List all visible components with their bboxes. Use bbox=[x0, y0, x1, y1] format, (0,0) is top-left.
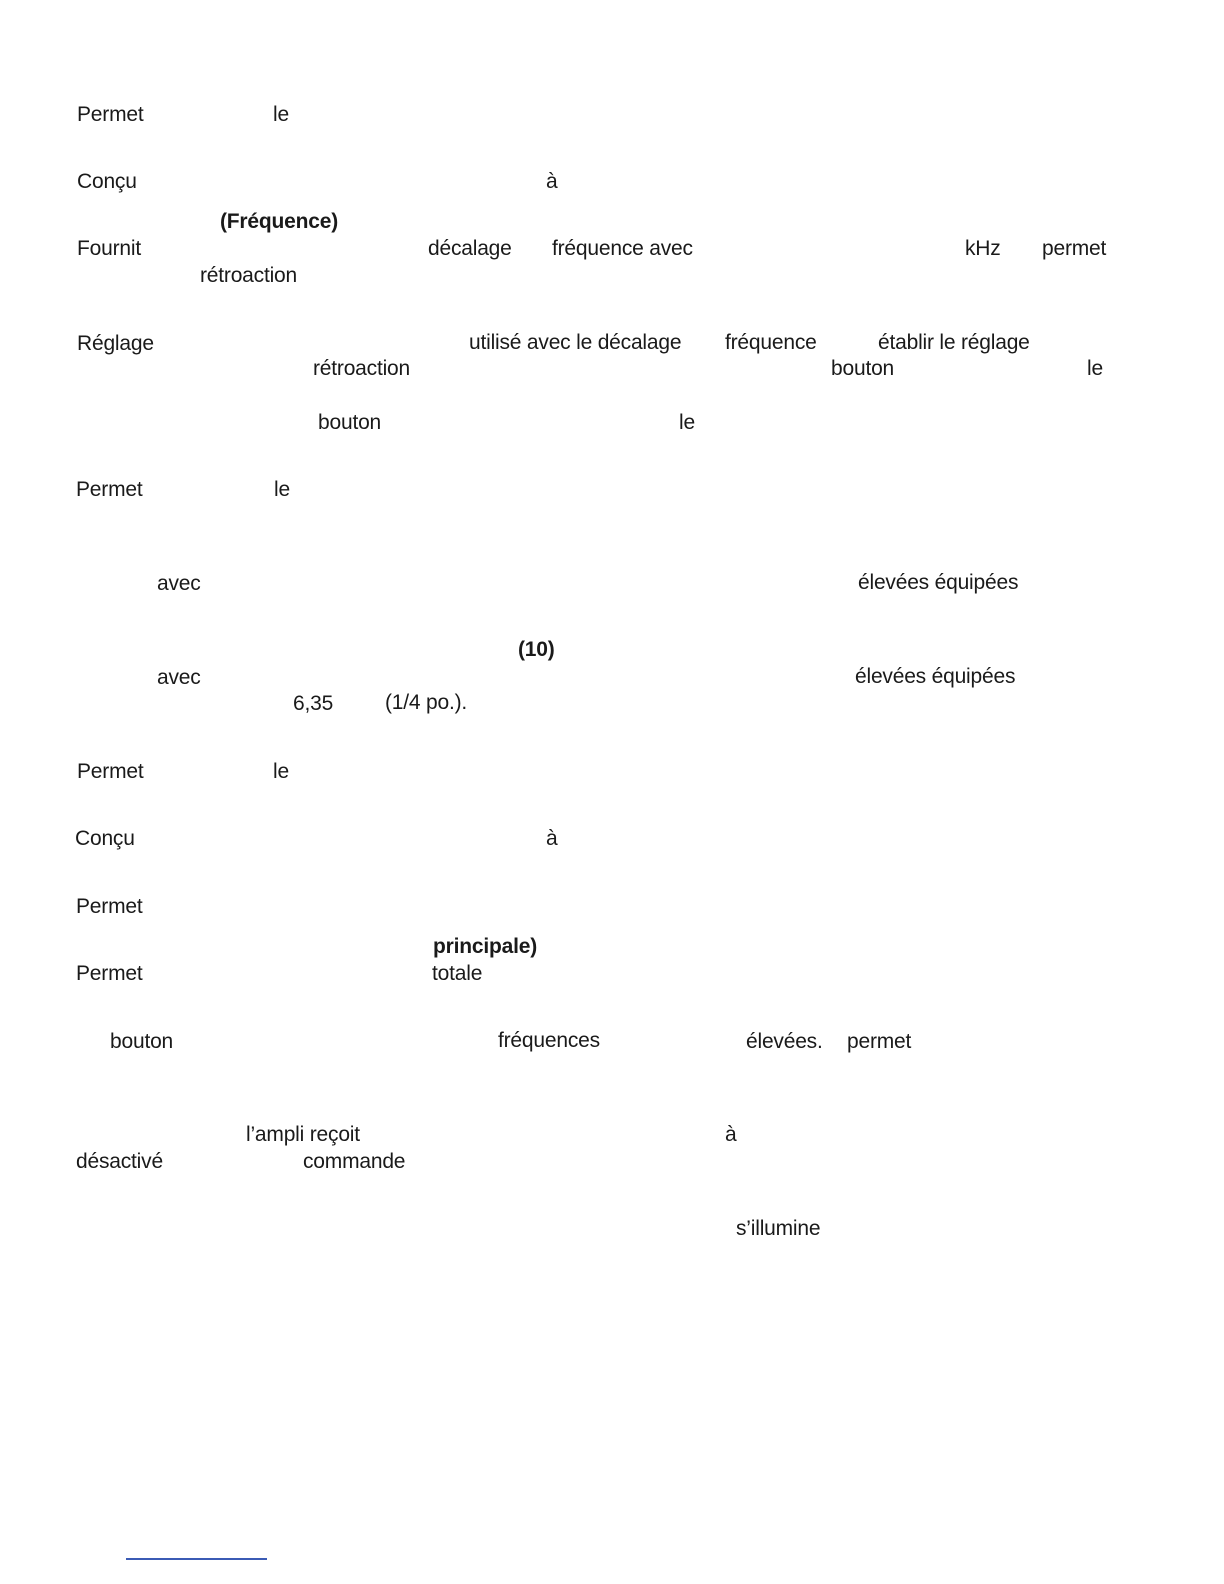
word: rétroaction bbox=[200, 264, 298, 287]
word: s’illumine bbox=[736, 1217, 821, 1240]
word: le bbox=[274, 478, 290, 501]
word: élevées équipées bbox=[858, 571, 1019, 594]
word: kHz bbox=[965, 237, 1001, 260]
word: permet bbox=[1042, 237, 1107, 260]
word: élevées. bbox=[746, 1030, 823, 1053]
word: le bbox=[273, 103, 289, 126]
word: Permet bbox=[77, 760, 144, 783]
section-heading: (10) bbox=[518, 638, 555, 661]
section-heading: (Fréquence) bbox=[220, 210, 338, 233]
word: avec bbox=[157, 666, 201, 689]
word: le bbox=[1087, 357, 1103, 380]
word: avec bbox=[157, 572, 201, 595]
word: établir le réglage bbox=[878, 331, 1030, 354]
word: le bbox=[273, 760, 289, 783]
word: fréquences bbox=[498, 1029, 600, 1052]
word: Conçu bbox=[77, 170, 137, 193]
word: bouton bbox=[110, 1030, 174, 1053]
word: l’ampli reçoit bbox=[246, 1123, 360, 1146]
word: désactivé bbox=[76, 1150, 163, 1173]
word: Permet bbox=[77, 103, 144, 126]
word: commande bbox=[303, 1150, 406, 1173]
word: fréquence bbox=[725, 331, 817, 354]
word: élevées équipées bbox=[855, 665, 1016, 688]
word: utilisé avec le décalage bbox=[469, 331, 682, 354]
word: fréquence avec bbox=[552, 237, 693, 260]
word: bouton bbox=[831, 357, 895, 380]
word: totale bbox=[432, 962, 483, 985]
word: Fournit bbox=[77, 237, 141, 260]
word: (1/4 po.). bbox=[385, 691, 468, 714]
word: 6,35 bbox=[293, 692, 334, 715]
word: à bbox=[546, 170, 558, 193]
word: Permet bbox=[76, 478, 143, 501]
word: bouton bbox=[318, 411, 382, 434]
word: rétroaction bbox=[313, 357, 411, 380]
section-heading: principale) bbox=[433, 935, 537, 958]
word: Conçu bbox=[75, 827, 135, 850]
word: à bbox=[725, 1123, 737, 1146]
footer-rule bbox=[126, 1558, 267, 1560]
word: Permet bbox=[76, 962, 143, 985]
word: Réglage bbox=[77, 332, 154, 355]
word: Permet bbox=[76, 895, 143, 918]
word: permet bbox=[847, 1030, 912, 1053]
word: à bbox=[546, 827, 558, 850]
word: le bbox=[679, 411, 695, 434]
word: décalage bbox=[428, 237, 512, 260]
